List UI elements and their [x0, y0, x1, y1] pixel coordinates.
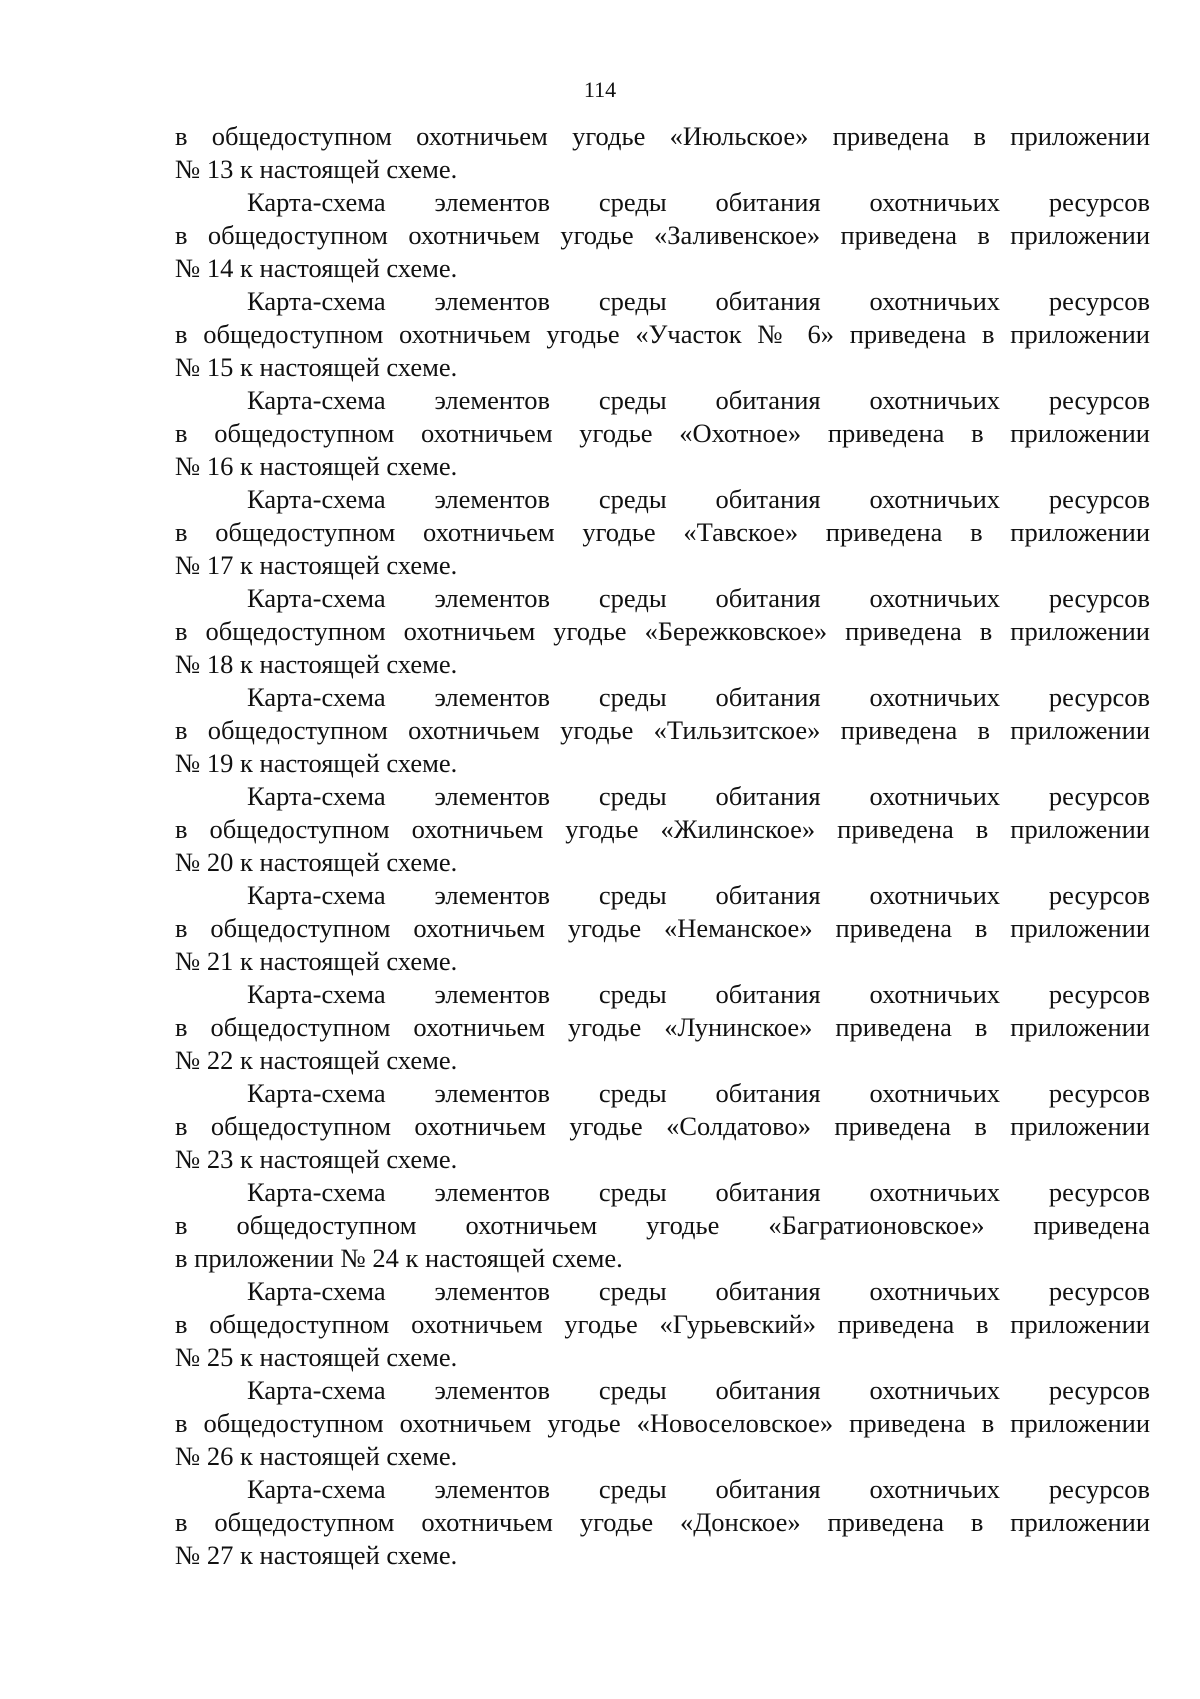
text-line: в общедоступном охотничьем угодье «Неманское» приведена в приложении: [175, 913, 1150, 943]
text-line: Карта-схема элементов среды обитания охотничьих ресурсов: [247, 1474, 1150, 1504]
text-line: в общедоступном охотничьем угодье «Июльское» приведена в приложении: [175, 121, 1150, 151]
text-line: Карта-схема элементов среды обитания охотничьих ресурсов: [247, 880, 1150, 910]
text-line: № 14 к настоящей схеме.: [175, 253, 458, 283]
text-line: № 18 к настоящей схеме.: [175, 649, 458, 679]
text-line: № 23 к настоящей схеме.: [175, 1144, 458, 1174]
text-line: в общедоступном охотничьем угодье «Бережковское» приведена в приложении: [175, 616, 1150, 646]
text-line: Карта-схема элементов среды обитания охотничьих ресурсов: [247, 1177, 1150, 1207]
text-line: № 17 к настоящей схеме.: [175, 550, 458, 580]
text-line: в общедоступном охотничьем угодье «Лунинское» приведена в приложении: [175, 1012, 1150, 1042]
text-line: № 26 к настоящей схеме.: [175, 1441, 458, 1471]
text-line: Карта-схема элементов среды обитания охотничьих ресурсов: [247, 1375, 1150, 1405]
text-line: Карта-схема элементов среды обитания охотничьих ресурсов: [247, 1078, 1150, 1108]
text-line: в общедоступном охотничьем угодье «Солдатово» приведена в приложении: [175, 1111, 1150, 1141]
text-line: Карта-схема элементов среды обитания охотничьих ресурсов: [247, 781, 1150, 811]
text-line: № 20 к настоящей схеме.: [175, 847, 458, 877]
page-number: 114: [583, 77, 617, 102]
text-line: в общедоступном охотничьем угодье «Донское» приведена в приложении: [175, 1507, 1150, 1537]
text-line: Карта-схема элементов среды обитания охотничьих ресурсов: [247, 979, 1150, 1009]
text-line: в общедоступном охотничьем угодье «Жилинское» приведена в приложении: [175, 814, 1150, 844]
text-line: в общедоступном охотничьем угодье «Тавское» приведена в приложении: [175, 517, 1150, 547]
text-line: в общедоступном охотничьем угодье «Участок № 6» приведена в приложении: [175, 319, 1150, 349]
text-line: в общедоступном охотничьем угодье «Новоселовское» приведена в приложении: [175, 1408, 1150, 1438]
text-line: № 25 к настоящей схеме.: [175, 1342, 458, 1372]
text-line: № 27 к настоящей схеме.: [175, 1540, 458, 1570]
text-line: № 13 к настоящей схеме.: [175, 154, 458, 184]
text-line: Карта-схема элементов среды обитания охотничьих ресурсов: [247, 1276, 1150, 1306]
text-line: Карта-схема элементов среды обитания охотничьих ресурсов: [247, 187, 1150, 217]
text-line: в приложении № 24 к настоящей схеме.: [175, 1243, 623, 1273]
body-text: [175, 120, 1150, 1572]
text-line: Карта-схема элементов среды обитания охотничьих ресурсов: [247, 286, 1150, 316]
text-line: в общедоступном охотничьем угодье «Тильзитское» приведена в приложении: [175, 715, 1150, 745]
text-line: № 21 к настоящей схеме.: [175, 946, 458, 976]
text-line: № 22 к настоящей схеме.: [175, 1045, 458, 1075]
text-line: Карта-схема элементов среды обитания охотничьих ресурсов: [247, 583, 1150, 613]
text-line: в общедоступном охотничьем угодье «Охотное» приведена в приложении: [175, 418, 1150, 448]
text-line: № 19 к настоящей схеме.: [175, 748, 458, 778]
text-line: в общедоступном охотничьем угодье «Багратионовское» приведена: [175, 1210, 1150, 1240]
text-line: Карта-схема элементов среды обитания охотничьих ресурсов: [247, 682, 1150, 712]
text-line: в общедоступном охотничьем угодье «Заливенское» приведена в приложении: [175, 220, 1150, 250]
text-line: Карта-схема элементов среды обитания охотничьих ресурсов: [247, 484, 1150, 514]
text-line: № 16 к настоящей схеме.: [175, 451, 458, 481]
text-line: № 15 к настоящей схеме.: [175, 352, 458, 382]
text-line: в общедоступном охотничьем угодье «Гурьевский» приведена в приложении: [175, 1309, 1150, 1339]
text-line: Карта-схема элементов среды обитания охотничьих ресурсов: [247, 385, 1150, 415]
